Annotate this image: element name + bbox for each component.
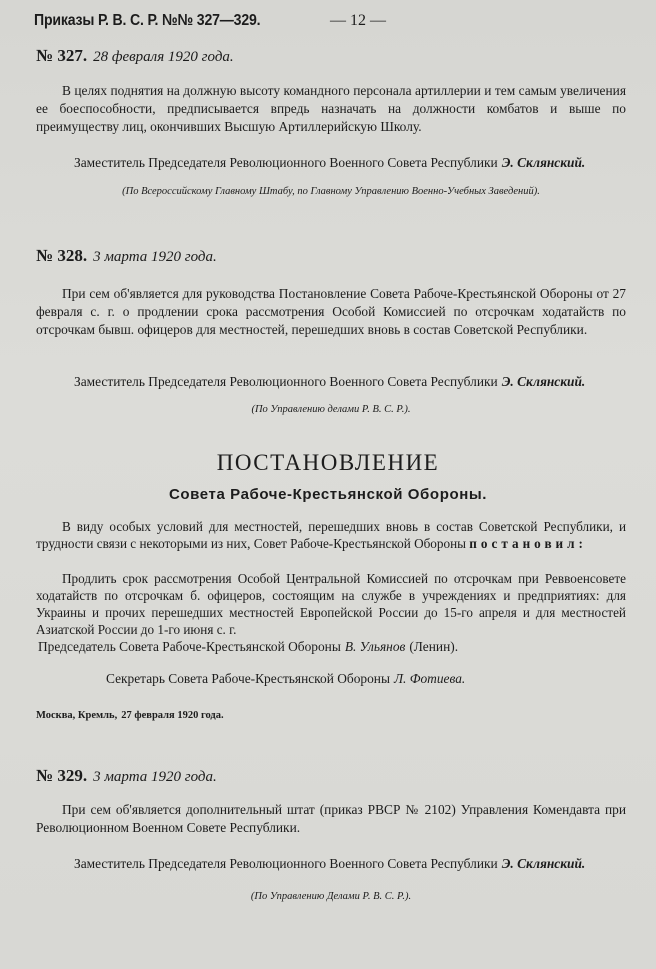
decree-place: [36, 705, 626, 723]
order-329-signature: [74, 855, 634, 873]
signature-title: Заместитель Председателя Революционного Военного Совета Республики: [74, 374, 498, 389]
signature-title: Заместитель Председателя Революционного Военного Совета Республики: [74, 856, 498, 871]
order-329-text: При сем об'является дополнительный штат (приказ РВСР № 2102) Управления Комендавта при Революционном Военном Совете Республики.: [36, 802, 626, 835]
page-header: [34, 12, 634, 34]
running-title: Приказы Р. В. С. Р. №№ 327—329.: [34, 12, 261, 29]
order-328-text: При сем об'является для руководства Постановление Совета Рабоче-Крестьянской Обороны от 27 февраля с. г. о продлении срока рассмотрения Особой Комиссией по отсрочкам ходатайств по отсрочкам бывш. офицеров для местностей, перешедших вновь в состав Советской Республики.: [36, 286, 626, 337]
decree-body: Продлить срок рассмотрения Особой Центральной Комиссией по отсрочкам при Реввоенсовете ходатайств по отсрочкам б. офицеров, состоящим на службе в учреждениях и предприятиях: для Украины и прочих перешедших местностей Европейской России до 15-го апреля и для местностей Азиатской России до 1-го июня с. г.: [36, 571, 626, 637]
order-327-body: [36, 82, 626, 136]
place-date: 27 февраля 1920 года.: [121, 710, 224, 721]
order-number: № 327.: [36, 46, 88, 65]
order-329-title: [36, 766, 626, 786]
chair-title: Председатель Совета Рабоче-Крестьянской Обороны: [38, 639, 341, 654]
decree-preamble-text: В виду особых условий для местностей, перешедших вновь в состав Советской Республики, и трудности связи с некоторыми из них, Совет Рабоче-Крестьянской Обороны: [36, 519, 626, 551]
secretary-title: Секретарь Совета Рабоче-Крестьянской Обороны: [106, 671, 390, 686]
secretary-name: Л. Фотиева.: [393, 671, 466, 686]
chair-name: В. Ульянов: [344, 639, 406, 654]
signature-name: Э. Склянский.: [501, 155, 586, 170]
signature-name: Э. Склянский.: [501, 856, 586, 871]
order-329-distribution-wrap: [36, 891, 626, 902]
order-date: 28 февраля 1920 года.: [93, 49, 234, 65]
decree-secretary: [106, 670, 626, 688]
signature-name: Э. Склянский.: [501, 374, 586, 389]
order-327: [36, 46, 626, 66]
order-329-distribution: (По Управлению Делами Р. В. С. Р.).: [250, 891, 412, 902]
order-328: [36, 246, 626, 266]
decree-subtitle: Совета Рабоче-Крестьянской Обороны.: [168, 486, 488, 503]
order-date: 3 марта 1920 года.: [93, 769, 217, 785]
order-328-body: [36, 285, 626, 339]
order-number: № 328.: [36, 246, 88, 265]
signature-title: Заместитель Председателя Революционного Военного Совета Республики: [74, 155, 498, 170]
chair-alias: (Ленин).: [409, 639, 459, 654]
order-327-text: В целях поднятия на должную высоту командного персонала артиллерии и тем самым увеличения ее боеспособности, предписывается впредь назначать на должности комбатов и выше по преимуществу лиц, окончивших Высшую Артиллерийскую Школу.: [36, 83, 626, 134]
order-327-distribution-wrap: [36, 186, 626, 197]
decree-body-wrap: [36, 570, 626, 638]
order-327-distribution: (По Всероссийскому Главному Штабу, по Главному Управлению Военно-Учебных Заведений).: [122, 186, 540, 197]
decree-title: ПОСТАНОВЛЕНИЕ: [216, 450, 440, 475]
order-329-body: [36, 801, 626, 837]
place-name: Москва, Кремль,: [36, 710, 118, 721]
order-number: № 329.: [36, 766, 88, 785]
order-329: [36, 766, 626, 786]
decree-resolved: постановил:: [469, 536, 587, 551]
decree-preamble: [36, 518, 626, 552]
order-328-title: [36, 246, 626, 266]
order-327-signature: [74, 154, 634, 172]
decree-chair: [38, 638, 628, 656]
order-328-distribution-wrap: [36, 404, 626, 415]
order-date: 3 марта 1920 года.: [93, 249, 217, 265]
page-number: — 12 —: [330, 12, 386, 29]
order-327-title: [36, 46, 626, 66]
decree-preamble-wrap: [36, 518, 626, 552]
order-328-distribution: (По Управлению делами Р. В. С. Р.).: [251, 404, 411, 415]
order-328-signature: [74, 373, 634, 391]
